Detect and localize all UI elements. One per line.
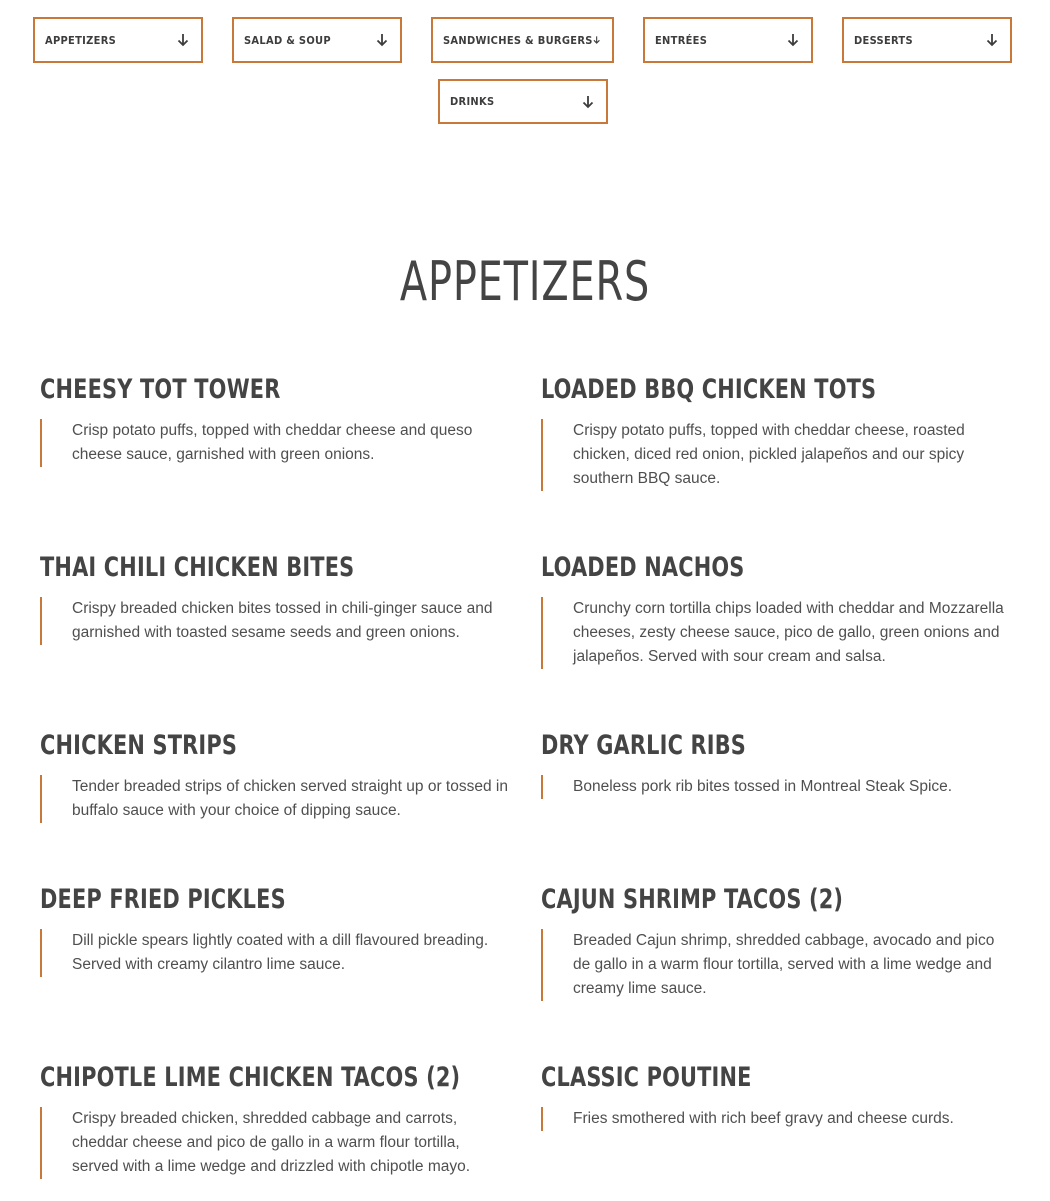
menu-item bbox=[40, 1061, 510, 1179]
menu-item-description: Crispy potato puffs, topped with cheddar cheese, roasted chicken, diced red onion, pickled jalapeños and our spicy southern BBQ sauce. bbox=[541, 419, 1011, 491]
nav-button-label: SANDWICHES & BURGERS bbox=[443, 33, 593, 47]
menu-item-description: Fries smothered with rich beef gravy and cheese curds. bbox=[541, 1107, 1011, 1131]
menu-item-description: Dill pickle spears lightly coated with a dill flavoured breading. Served with creamy cilantro lime sauce. bbox=[40, 929, 510, 977]
menu-item bbox=[40, 729, 510, 823]
menu-item-description: Crisp potato puffs, topped with cheddar cheese and queso cheese sauce, garnished with green onions. bbox=[40, 419, 510, 467]
nav-button-entrees[interactable] bbox=[643, 17, 813, 63]
menu-item-name: LOADED NACHOS bbox=[541, 552, 745, 583]
arrow-down-icon bbox=[376, 33, 388, 47]
menu-item-description: Tender breaded strips of chicken served straight up or tossed in buffalo sauce with your choice of dipping sauce. bbox=[40, 775, 510, 823]
menu-item-name: LOADED BBQ CHICKEN TOTS bbox=[541, 374, 877, 405]
menu-item-description: Crispy breaded chicken, shredded cabbage and carrots, cheddar cheese and pico de gallo in a warm flour tortilla, served with a lime wedge and drizzled with chipotle mayo. bbox=[40, 1107, 510, 1179]
nav-button-label: DESSERTS bbox=[854, 33, 913, 47]
menu-item-name: CLASSIC POUTINE bbox=[541, 1062, 752, 1093]
nav-button-sandwiches-burgers[interactable] bbox=[431, 17, 614, 63]
menu-item-name: CHEESY TOT TOWER bbox=[40, 374, 281, 405]
menu-item-name: CAJUN SHRIMP TACOS (2) bbox=[541, 884, 844, 915]
nav-button-label: SALAD & SOUP bbox=[244, 33, 331, 47]
menu-item bbox=[541, 1061, 1011, 1131]
menu-item bbox=[541, 729, 1011, 799]
menu-item-name: DEEP FRIED PICKLES bbox=[40, 884, 286, 915]
nav-button-drinks[interactable] bbox=[438, 79, 608, 124]
menu-item bbox=[541, 883, 1011, 1001]
menu-item bbox=[40, 883, 510, 977]
menu-item-description: Crunchy corn tortilla chips loaded with cheddar and Mozzarella cheeses, zesty cheese sauce, pico de gallo, green onions and jalapeños. Served with sour cream and salsa. bbox=[541, 597, 1011, 669]
menu-item bbox=[541, 373, 1011, 491]
nav-button-desserts[interactable] bbox=[842, 17, 1012, 63]
menu-item-name: DRY GARLIC RIBS bbox=[541, 730, 747, 761]
arrow-down-icon bbox=[582, 95, 594, 109]
menu-item-name: CHIPOTLE LIME CHICKEN TACOS (2) bbox=[40, 1062, 461, 1093]
menu-item-description: Breaded Cajun shrimp, shredded cabbage, avocado and pico de gallo in a warm flour tortilla, served with a lime wedge and creamy lime sauce. bbox=[541, 929, 1011, 1001]
menu-item bbox=[40, 551, 510, 645]
nav-button-label: APPETIZERS bbox=[45, 33, 117, 47]
menu-item-name: THAI CHILI CHICKEN BITES bbox=[40, 552, 355, 583]
nav-button-label: ENTRÉES bbox=[655, 33, 708, 47]
nav-button-salad-soup[interactable] bbox=[232, 17, 402, 63]
arrow-down-icon bbox=[986, 33, 998, 47]
menu-item bbox=[40, 373, 510, 467]
section-title: APPETIZERS bbox=[399, 250, 651, 313]
menu-item-name: CHICKEN STRIPS bbox=[40, 730, 238, 761]
nav-button-appetizers[interactable] bbox=[33, 17, 203, 63]
arrow-down-icon bbox=[593, 33, 600, 47]
arrow-down-icon bbox=[787, 33, 799, 47]
nav-button-label: DRINKS bbox=[450, 95, 495, 108]
menu-item-description: Boneless pork rib bites tossed in Montreal Steak Spice. bbox=[541, 775, 1011, 799]
menu-item bbox=[541, 551, 1011, 669]
arrow-down-icon bbox=[177, 33, 189, 47]
menu-item-description: Crispy breaded chicken bites tossed in chili-ginger sauce and garnished with toasted sesame seeds and green onions. bbox=[40, 597, 510, 645]
